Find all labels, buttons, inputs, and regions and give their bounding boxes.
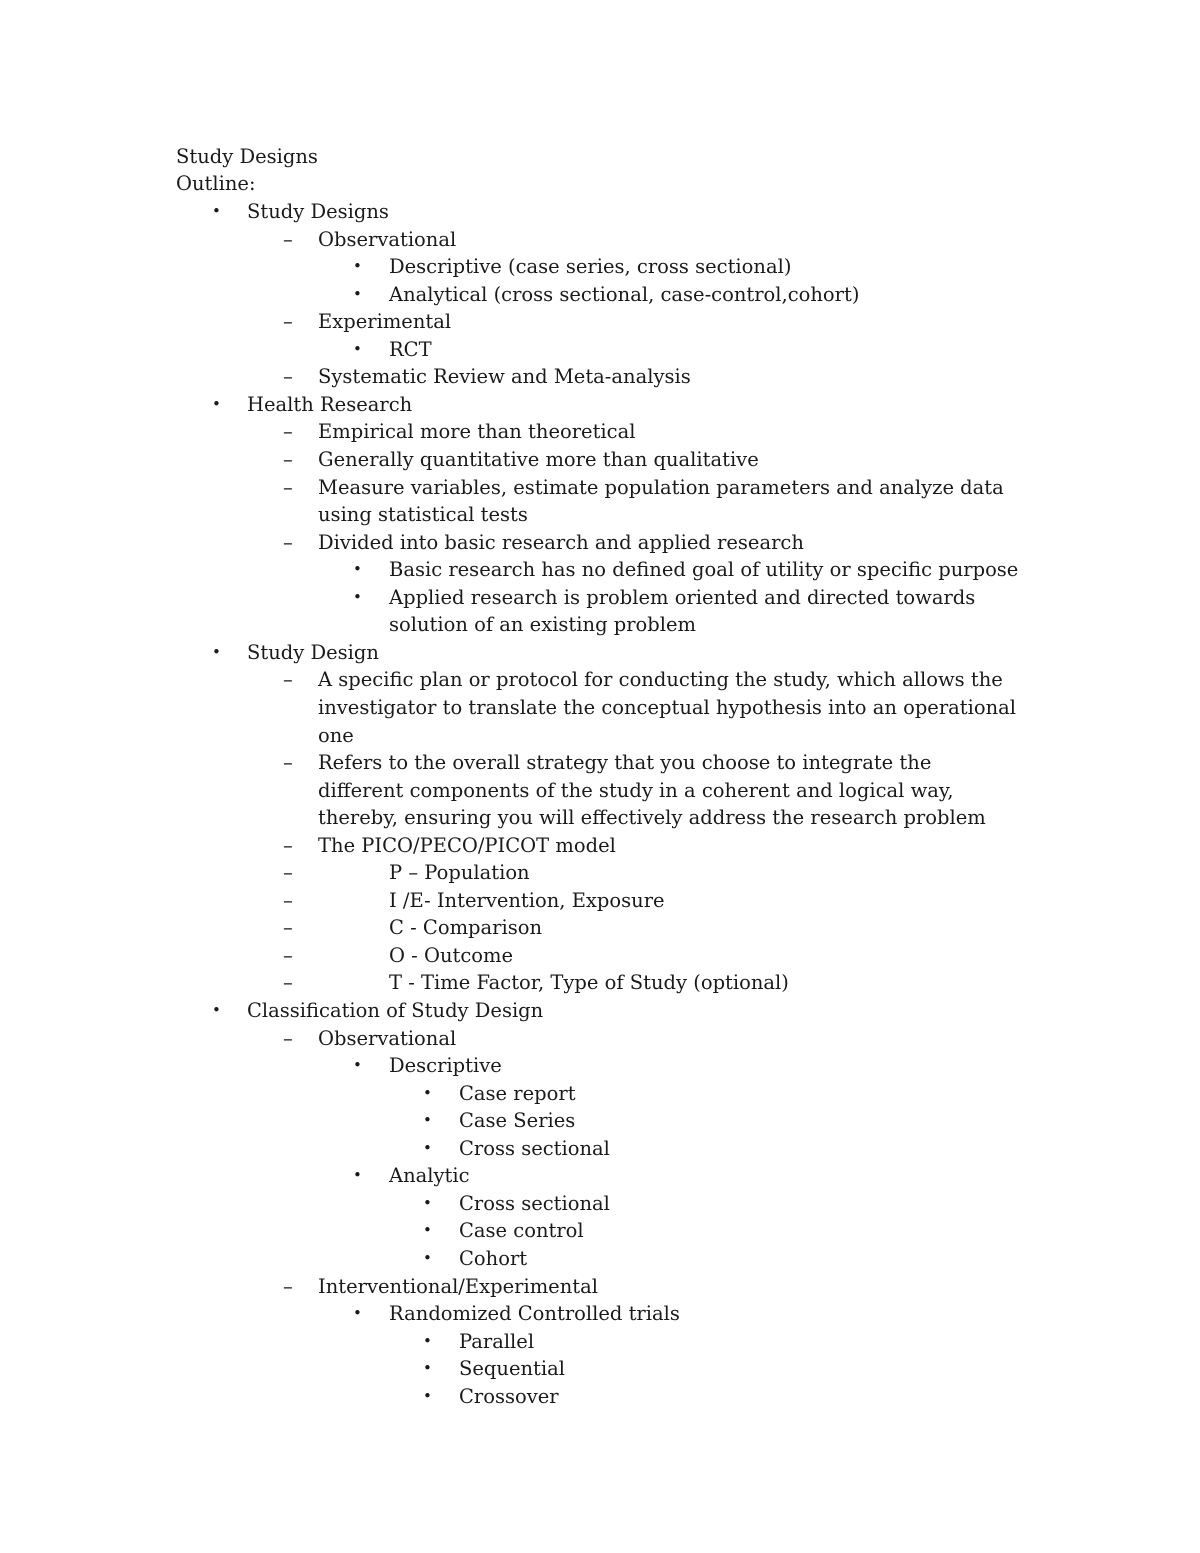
- dash-marker: –: [283, 448, 293, 471]
- outline-item-text: Descriptive: [389, 1054, 502, 1078]
- dash-marker: –: [283, 751, 293, 774]
- bullet-marker: •: [423, 1359, 432, 1378]
- document-title: Study Designs: [176, 145, 318, 168]
- outline-item-text: Parallel: [459, 1329, 535, 1353]
- bullet-marker: •: [212, 394, 221, 413]
- outline-item-text: using statistical tests: [318, 503, 528, 527]
- outline-item-text: Observational: [318, 1026, 457, 1050]
- bullet-marker: •: [423, 1248, 432, 1267]
- outline-item-text: solution of an existing problem: [389, 613, 697, 637]
- outline-item-text: Experimental: [318, 310, 452, 334]
- dash-marker: –: [283, 1274, 293, 1298]
- bullet-marker: •: [212, 642, 221, 661]
- bullet-marker: •: [353, 257, 362, 276]
- outline-item-text: different components of the study in a coherent and logical way,: [318, 778, 954, 802]
- outline-item-text: Sequential: [459, 1357, 565, 1381]
- bullet-marker: •: [423, 1111, 432, 1130]
- bullet-marker: •: [212, 1001, 221, 1019]
- outline-item-text: Systematic Review and Meta-analysis: [318, 365, 691, 389]
- outline-item-text: Case Series: [459, 1109, 576, 1133]
- outline-item-text: Divided into basic research and applied research: [318, 530, 804, 554]
- outline-item-text: C - Comparison: [389, 916, 543, 940]
- bullet-marker: •: [423, 1193, 432, 1212]
- dash-marker: –: [283, 1026, 293, 1050]
- outline-item-text: Case control: [459, 1219, 584, 1243]
- outline-item-text: RCT: [389, 337, 432, 361]
- dash-marker: –: [283, 365, 293, 389]
- outline-label: Outline:: [176, 172, 256, 195]
- outline-item-text: Cross sectional: [459, 1191, 610, 1215]
- outline-item-text: Interventional/Experimental: [318, 1274, 598, 1298]
- outline-item-text: thereby, ensuring you will effectively address the research problem: [318, 806, 986, 830]
- dash-marker: –: [283, 943, 293, 967]
- bullet-marker: •: [353, 1304, 362, 1322]
- dash-marker: –: [283, 420, 293, 444]
- outline-item-text: Analytical (cross sectional, case-control,cohort): [389, 282, 860, 306]
- bullet-marker: •: [423, 1221, 432, 1240]
- dash-marker: –: [283, 530, 293, 554]
- outline-item-text: Applied research is problem oriented and directed towards: [389, 585, 976, 609]
- outline-item-text: Measure variables, estimate population parameters and analyze data: [318, 475, 1004, 499]
- dash-marker: –: [283, 310, 293, 334]
- dash-marker: –: [283, 916, 293, 940]
- outline-item-text: Crossover: [459, 1384, 559, 1408]
- dash-marker: –: [283, 475, 293, 499]
- bullet-marker: •: [212, 202, 221, 220]
- bullet-marker: •: [353, 284, 362, 303]
- outline-item-text: Randomized Controlled trials: [389, 1302, 680, 1325]
- outline-item-text: T - Time Factor, Type of Study (optional): [389, 971, 789, 995]
- outline-item-text: Refers to the overall strategy that you choose to integrate the: [318, 751, 932, 774]
- dash-marker: –: [283, 971, 293, 995]
- outline-item-text: A specific plan or protocol for conducting the study, which allows the: [318, 668, 1003, 692]
- outline-item-text: Descriptive (case series, cross sectional): [389, 255, 792, 279]
- dash-marker: –: [283, 861, 293, 885]
- bullet-marker: •: [423, 1386, 432, 1405]
- bullet-marker: •: [353, 339, 362, 358]
- bullet-marker: •: [423, 1083, 432, 1102]
- bullet-marker: •: [423, 1138, 432, 1157]
- outline-item-text: Generally quantitative more than qualitative: [318, 448, 759, 471]
- outline-item-text: Study Designs: [247, 200, 389, 223]
- outline-item-text: one: [318, 723, 354, 747]
- outline-item-text: Case report: [459, 1081, 576, 1105]
- bullet-marker: •: [353, 560, 362, 579]
- outline-item-text: Health Research: [247, 392, 413, 416]
- bullet-marker: •: [423, 1331, 432, 1350]
- dash-marker: –: [283, 668, 293, 692]
- bullet-marker: •: [353, 1166, 362, 1185]
- bullet-marker: •: [353, 1056, 362, 1075]
- outline-item-text: Classification of Study Design: [247, 999, 544, 1022]
- outline-item-text: Study Design: [247, 640, 379, 664]
- outline-item-text: P – Population: [389, 861, 530, 885]
- outline-item-text: Basic research has no defined goal of utility or specific purpose: [389, 558, 1019, 582]
- outline-item-text: The PICO/PECO/PICOT model: [318, 833, 616, 857]
- outline-item-text: O - Outcome: [389, 943, 514, 967]
- outline-item-text: Cross sectional: [459, 1136, 610, 1160]
- outline-item-text: Empirical more than theoretical: [318, 420, 636, 444]
- outline-item-text: investigator to translate the conceptual hypothesis into an operational: [318, 695, 1017, 719]
- bullet-marker: •: [353, 587, 362, 606]
- dash-marker: –: [283, 227, 293, 251]
- dash-marker: –: [283, 888, 293, 912]
- outline-item-text: Cohort: [459, 1246, 528, 1270]
- outline-item-text: Analytic: [389, 1164, 470, 1188]
- dash-marker: –: [283, 833, 293, 857]
- outline-item-text: Observational: [318, 227, 457, 251]
- outline-item-text: I /E- Intervention, Exposure: [389, 888, 665, 912]
